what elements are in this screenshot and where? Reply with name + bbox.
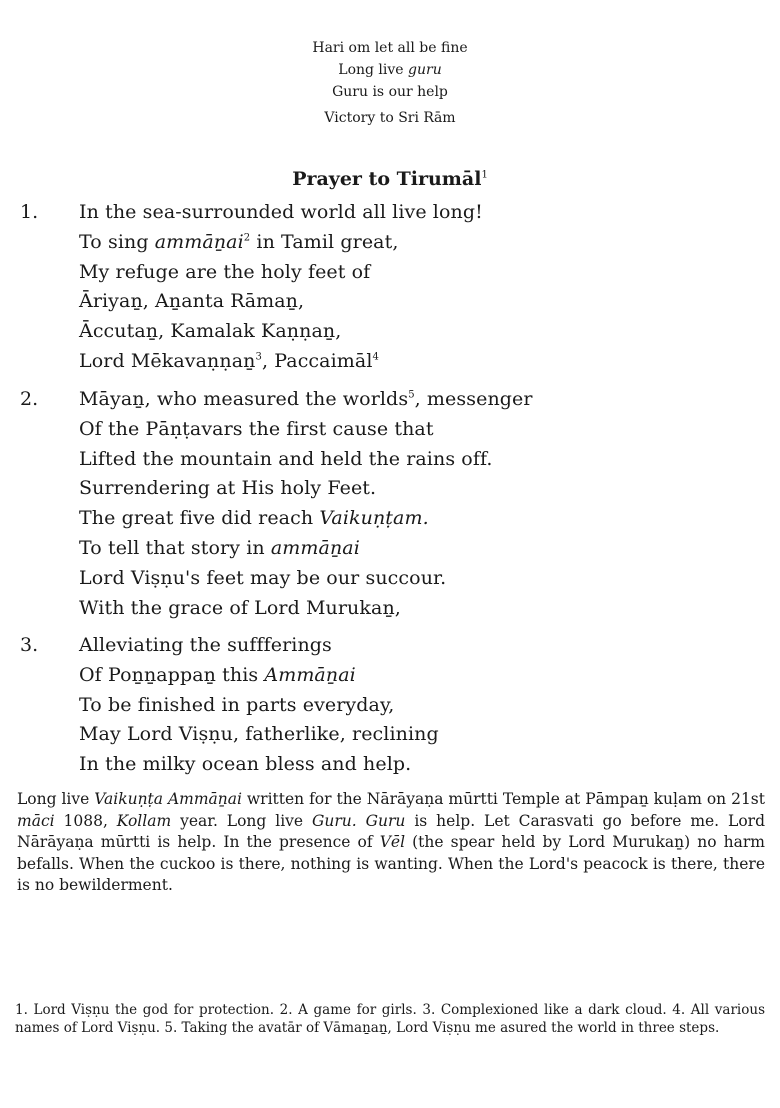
verse-line: Lord Viṣṇu's feet may be our succour. (79, 566, 447, 589)
verse-line: To tell that story in ammāṉai (79, 536, 360, 559)
verse-line: In the sea-surrounded world all live long! (79, 201, 483, 223)
header-line-2: Long live guru (338, 62, 442, 78)
verse-line: My refuge are the holy feet of (79, 260, 371, 283)
stanza-lines (79, 631, 439, 780)
header-line-4: Victory to Sri Rām (324, 110, 456, 126)
verse-line: May Lord Viṣṇu, fatherlike, reclining (79, 723, 439, 746)
footnote-text: 1. Lord Viṣṇu the god for protection. 2. A game for girls. 3. Complexioned like a dark cloud. 4. All various names of Lord Viṣṇu. 5. Taking the avatār of Vāmaṉaṉ, Lord Viṣṇu me asured the world in three steps. (15, 1002, 765, 1036)
stanza-lines (79, 198, 483, 377)
verse-line: Āriyaṉ, Aṉanta Rāmaṉ, (79, 290, 305, 313)
verse-line: Of Poṉṉappaṉ this Ammāṉai (79, 663, 356, 686)
header-line-3: Guru is our help (332, 84, 448, 100)
footnote-ref: 3 (255, 351, 262, 363)
verse-line: With the grace of Lord Murukaṉ, (79, 596, 401, 619)
verse-line: Āccutaṉ, Kamalak Kaṇṇaṉ, (79, 320, 342, 343)
verse-line: Māyaṉ, who measured the worlds$^5$, messenger (79, 388, 533, 410)
colophon-paragraph: Long live Vaikuṇṭa Ammāṉai written for the Nārāyaṇa mūrtti Temple at Pāmpaṉ kuḷam on 21st māci 1088, Kollam year. Long live Guru. Guru is help. Let Carasvati go before me. Lord Nārāyaṇa mūrtti is help. In the presence of Vēl (the spear held by Lord Murukaṉ) no harm befalls. When the cuckoo is there, nothing is wanting. When the Lord's peacock is there, there is no bewilderment. (17, 790, 765, 894)
footnote-ref: 2 (243, 232, 251, 244)
verse-line: To sing ammāṉai$^2$ in Tamil great, (79, 230, 399, 253)
verse-line: To be finished in parts everyday, (79, 693, 395, 716)
verse-line: Lord Mēkavaṇṇaṉ$^3$, Paccaimāl$^4$ (79, 349, 379, 372)
stanza-lines (79, 385, 533, 623)
stanza-number: 1. (20, 201, 39, 223)
prayer-title: Prayer to Tirumāl$^1$ (292, 168, 488, 190)
verse-line: Lifted the mountain and held the rains off. (79, 447, 493, 470)
stanza-number: 2. (20, 388, 39, 410)
verse-line: Alleviating the suffferings (79, 634, 332, 656)
verse-line: Of the Pāṇṭavars the first cause that (79, 417, 434, 440)
footnote-ref: 1 (481, 169, 488, 181)
stanza-number: 3. (20, 634, 39, 656)
footnote-ref: 5 (408, 389, 415, 401)
verse-line: The great five did reach Vaikuṇṭam. (79, 507, 429, 530)
verse-line: Surrendering at His holy Feet. (79, 477, 377, 500)
footnote-ref: 4 (372, 351, 379, 363)
footnotes (15, 1002, 765, 1037)
page-header (0, 37, 780, 129)
header-line-1: Hari om let all be fine (312, 40, 468, 56)
verse-line: In the milky ocean bless and help. (79, 753, 412, 776)
